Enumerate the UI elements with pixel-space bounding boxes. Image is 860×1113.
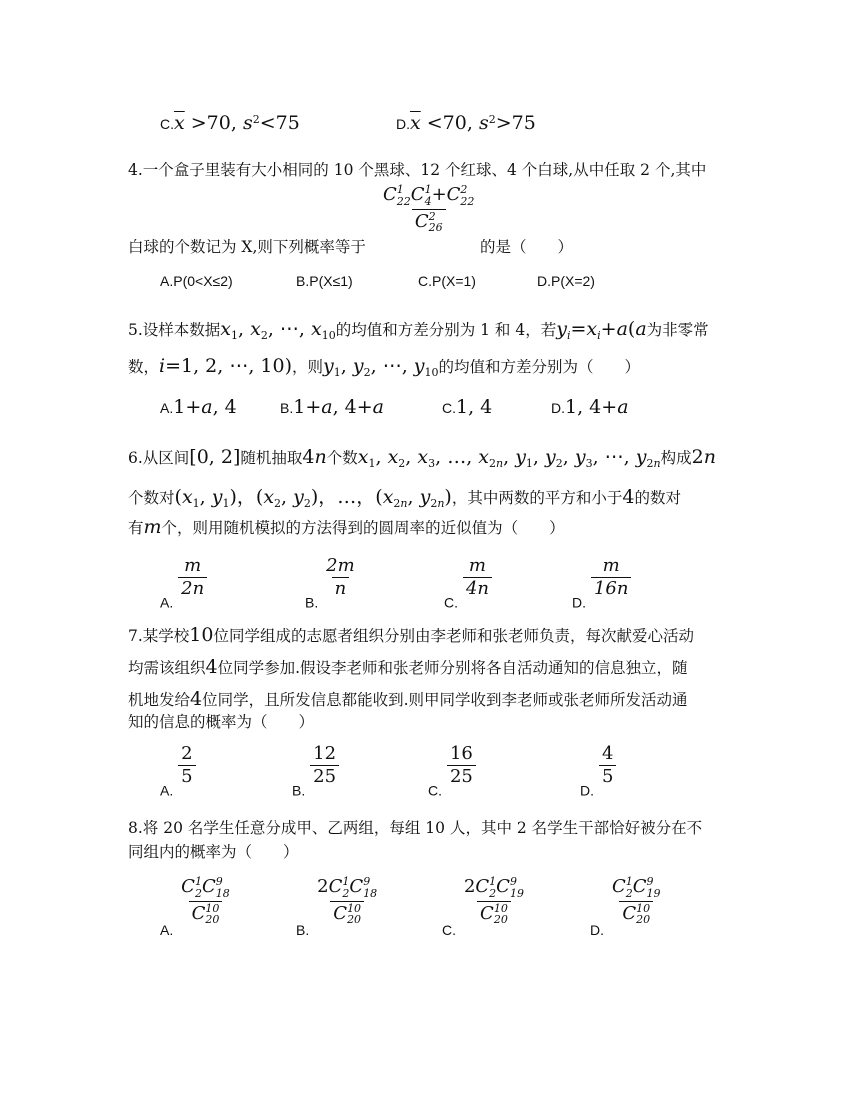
q8-option-d: D. $\frac{C^1_2C^9_{19}}{C^{10}_{20}}$ (590, 875, 661, 939)
q4-option-d: D.P(X=2) (537, 273, 595, 289)
q6-option-b: B. $\frac{2m}{n}$ (305, 555, 355, 611)
q8-stem-line2: 同组内的概率为（ ） (128, 843, 299, 861)
q7-stem-line4: 知的信息的概率为（ ） (128, 713, 315, 731)
q4-option-a: A.P(0<X≤2) (160, 273, 233, 289)
q7-stem-line2: 均需该组织4位同学参加.假设李老师和张老师分别将各自活动通知的信息独立，随 (128, 656, 688, 678)
q8-stem-line1: 8.将 20 名学生任意分成甲、乙两组，每组 10 人，其中 2 名学生干部恰好被分在不 (128, 819, 703, 837)
q4-stem-line2-post: 的是（ ） (480, 238, 574, 256)
q6-stem-line2: 个数对($x_1$, $y_1$)，($x_2$, $y_2$)，…，($x_{2n}$, $y_{2n}$)，其中两数的平方和小于4的数对 (128, 486, 681, 511)
q7-stem-line1: 7.某学校10位同学组成的志愿者组织分别由李老师和张老师负责，每次献爱心活动 (128, 624, 694, 646)
q4-option-c: C.P(X=1) (418, 273, 476, 289)
option-label: D. (396, 116, 410, 132)
q7-stem-line3: 机地发给4位同学，且所发信息都能收到.则甲同学收到李老师或张老师所发活动通 (128, 688, 688, 710)
q6-stem-line3: 有m个，则用随机模拟的方法得到的圆周率的近似值为（ ） (128, 516, 565, 538)
q6-option-a: A. $\frac{m}{2n}$ (160, 556, 207, 610)
q4-option-b: B.P(X≤1) (296, 273, 353, 289)
q7-option-a: A. $\frac{2}{5}$ (160, 744, 196, 798)
q4-expression-fraction: $\frac{C^1_{22}C^1_4+C^2_{22}}{C^2_{26}}$ (383, 183, 475, 235)
q8-option-a: A. $\frac{C^1_2C^9_{18}}{C^{10}_{20}}$ (160, 875, 230, 939)
q7-option-d: D. $\frac{4}{5}$ (580, 744, 616, 798)
q8-option-c: C. $\frac{2C^1_2C^9_{19}}{C^{10}_{20}}$ (442, 875, 524, 939)
q5-stem-line2: 数，i=1, 2, ⋯, 10)，则$y_1$, $y_2$, ⋯, $y_{10}$的均值和方差分别为（ ） (128, 355, 641, 380)
q4-stem-line2-pre: 白球的个数记为 X,则下列概率等于 (128, 238, 366, 256)
q5-option-b: B.1+a, 4+a (280, 396, 384, 418)
q5-option-c: C.1, 4 (442, 396, 493, 418)
q3-option-c: $C.\overline{x} >70$, $s^2<75$ (160, 112, 300, 134)
q8-option-b: B. $\frac{2C^1_2C^9_{18}}{C^{10}_{20}}$ (296, 875, 378, 939)
q5-option-a: A.1+a, 4 (160, 396, 237, 418)
q6-option-d: D. $\frac{m}{16n}$ (572, 556, 631, 610)
option-label: C. (160, 116, 174, 132)
q6-stem-line1: 6.从区间[0, 2]随机抽取4n个数$x_1$, $x_2$, $x_3$, …, $x_{2n}$, $y_1$, $y_2$, $y_3$, ⋯, $y_{2n}$构成2n (128, 446, 716, 471)
q6-option-c: C. $\frac{m}{4n}$ (444, 556, 492, 610)
q4-stem-line1: 4.一个盒子里装有大小相同的 10 个黑球、12 个红球、4 个白球,从中任取 2 个,其中 (128, 161, 707, 179)
q5-option-d: D.1, 4+a (551, 396, 629, 418)
q5-stem-line1: 5.设样本数据$x_1$, $x_2$, ⋯, $x_{10}$的均值和方差分别为 1 和 4，若$y_i=x_i+a(a$为非零常 (128, 318, 709, 343)
q7-option-b: B. $\frac{12}{25}$ (292, 744, 339, 798)
q3-option-d: $D.\overline{x} <70$, $s^2>75$ (396, 112, 536, 134)
q7-option-c: C. $\frac{16}{25}$ (428, 744, 476, 798)
